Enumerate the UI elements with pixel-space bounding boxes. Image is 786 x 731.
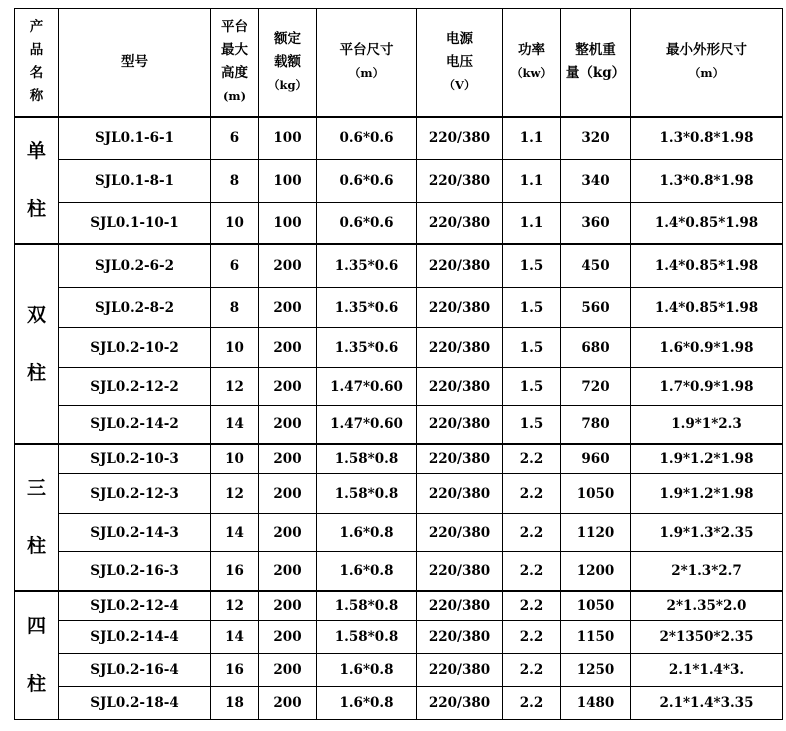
voltage-cell: 220/380 (417, 406, 503, 444)
platform-size-cell: 1.35*0.6 (317, 244, 417, 288)
category-char: 三 (26, 477, 46, 499)
power-cell: 1.1 (503, 203, 561, 244)
voltage-cell: 220/380 (417, 203, 503, 244)
table-row (15, 288, 783, 328)
load-cell: 200 (259, 288, 317, 328)
outer-size-cell: 2*1350*2.35 (631, 621, 783, 654)
height-cell: 16 (211, 552, 259, 591)
outer-size-cell: 2.1*1.4*3. (631, 654, 783, 687)
power-cell: 1.5 (503, 328, 561, 368)
header-outer-size: 最小外形尺寸 （m） (631, 9, 783, 117)
table-row (15, 160, 783, 203)
platform-size-cell: 1.58*0.8 (317, 444, 417, 474)
power-cell: 2.2 (503, 621, 561, 654)
table-row (15, 244, 783, 288)
height-cell: 12 (211, 474, 259, 514)
model-cell: SJL0.2-10-2 (59, 328, 211, 368)
table-row (15, 117, 783, 160)
weight-cell: 450 (561, 244, 631, 288)
height-cell: 10 (211, 444, 259, 474)
weight-cell: 560 (561, 288, 631, 328)
outer-size-cell: 2*1.3*2.7 (631, 552, 783, 591)
category-cell (15, 591, 59, 720)
model-cell: SJL0.2-8-2 (59, 288, 211, 328)
model-cell: SJL0.2-6-2 (59, 244, 211, 288)
outer-size-cell: 1.9*1.2*1.98 (631, 444, 783, 474)
power-cell: 2.2 (503, 654, 561, 687)
outer-size-cell: 1.9*1.3*2.35 (631, 514, 783, 552)
load-cell: 200 (259, 368, 317, 406)
load-cell: 200 (259, 552, 317, 591)
model-cell: SJL0.2-18-4 (59, 687, 211, 720)
model-cell: SJL0.2-14-2 (59, 406, 211, 444)
weight-cell: 360 (561, 203, 631, 244)
height-cell: 14 (211, 406, 259, 444)
platform-size-cell: 1.47*0.60 (317, 406, 417, 444)
model-cell: SJL0.2-16-3 (59, 552, 211, 591)
weight-cell: 1050 (561, 474, 631, 514)
outer-size-cell: 2.1*1.4*3.35 (631, 687, 783, 720)
category-char: 柱 (26, 673, 46, 696)
weight-cell: 1050 (561, 591, 631, 621)
category-char: 四 (26, 615, 46, 638)
load-cell: 200 (259, 406, 317, 444)
voltage-cell: 220/380 (417, 160, 503, 203)
outer-size-cell: 1.6*0.9*1.98 (631, 328, 783, 368)
table-body (15, 117, 783, 720)
power-cell: 1.5 (503, 406, 561, 444)
load-cell: 100 (259, 160, 317, 203)
voltage-cell: 220/380 (417, 621, 503, 654)
load-cell: 200 (259, 514, 317, 552)
height-cell: 14 (211, 621, 259, 654)
header-rated-load: 额定 载额 （kg） (259, 9, 317, 117)
platform-size-cell: 0.6*0.6 (317, 203, 417, 244)
voltage-cell: 220/380 (417, 687, 503, 720)
weight-cell: 320 (561, 117, 631, 160)
outer-size-cell: 1.4*0.85*1.98 (631, 244, 783, 288)
header-model: 型号 (59, 9, 211, 117)
voltage-cell: 220/380 (417, 328, 503, 368)
table-row (15, 328, 783, 368)
load-cell: 200 (259, 244, 317, 288)
load-cell: 200 (259, 474, 317, 514)
power-cell: 2.2 (503, 687, 561, 720)
category-char: 柱 (26, 361, 46, 384)
height-cell: 12 (211, 591, 259, 621)
header-platform-size: 平台尺寸 （m） (317, 9, 417, 117)
platform-size-cell: 1.6*0.8 (317, 654, 417, 687)
platform-size-cell: 1.6*0.8 (317, 552, 417, 591)
platform-size-cell: 0.6*0.6 (317, 117, 417, 160)
power-cell: 1.5 (503, 244, 561, 288)
height-cell: 14 (211, 514, 259, 552)
height-cell: 6 (211, 117, 259, 160)
platform-size-cell: 1.6*0.8 (317, 687, 417, 720)
table-row (15, 654, 783, 687)
weight-cell: 720 (561, 368, 631, 406)
category-cell (15, 244, 59, 444)
platform-size-cell: 1.35*0.6 (317, 288, 417, 328)
power-cell: 1.1 (503, 117, 561, 160)
load-cell: 200 (259, 591, 317, 621)
header-voltage: 电源 电压 （V） (417, 9, 503, 117)
platform-size-cell: 1.58*0.8 (317, 621, 417, 654)
table-row (15, 591, 783, 621)
load-cell: 200 (259, 621, 317, 654)
header-row (15, 9, 783, 117)
platform-size-cell: 1.47*0.60 (317, 368, 417, 406)
table-row (15, 687, 783, 720)
weight-cell: 1120 (561, 514, 631, 552)
voltage-cell: 220/380 (417, 288, 503, 328)
outer-size-cell: 1.4*0.85*1.98 (631, 203, 783, 244)
platform-size-cell: 1.58*0.8 (317, 474, 417, 514)
weight-cell: 1480 (561, 687, 631, 720)
category-char: 柱 (26, 198, 46, 220)
platform-size-cell: 1.6*0.8 (317, 514, 417, 552)
load-cell: 100 (259, 203, 317, 244)
weight-cell: 1150 (561, 621, 631, 654)
voltage-cell: 220/380 (417, 444, 503, 474)
voltage-cell: 220/380 (417, 552, 503, 591)
power-cell: 1.5 (503, 288, 561, 328)
category-char: 单 (26, 140, 46, 162)
model-cell: SJL0.2-12-2 (59, 368, 211, 406)
voltage-cell: 220/380 (417, 514, 503, 552)
outer-size-cell: 1.7*0.9*1.98 (631, 368, 783, 406)
model-cell: SJL0.2-10-3 (59, 444, 211, 474)
height-cell: 12 (211, 368, 259, 406)
power-cell: 2.2 (503, 514, 561, 552)
voltage-cell: 220/380 (417, 474, 503, 514)
table-row (15, 368, 783, 406)
voltage-cell: 220/380 (417, 368, 503, 406)
platform-size-cell: 0.6*0.6 (317, 160, 417, 203)
weight-cell: 340 (561, 160, 631, 203)
header-max-height: 平台 最大 高度 (m) (211, 9, 259, 117)
platform-size-cell: 1.35*0.6 (317, 328, 417, 368)
height-cell: 8 (211, 288, 259, 328)
voltage-cell: 220/380 (417, 654, 503, 687)
power-cell: 1.1 (503, 160, 561, 203)
voltage-cell: 220/380 (417, 117, 503, 160)
table-row (15, 203, 783, 244)
outer-size-cell: 1.4*0.85*1.98 (631, 288, 783, 328)
model-cell: SJL0.2-16-4 (59, 654, 211, 687)
table-row (15, 552, 783, 591)
outer-size-cell: 1.9*1*2.3 (631, 406, 783, 444)
model-cell: SJL0.2-14-4 (59, 621, 211, 654)
load-cell: 200 (259, 328, 317, 368)
load-cell: 200 (259, 444, 317, 474)
outer-size-cell: 1.9*1.2*1.98 (631, 474, 783, 514)
weight-cell: 960 (561, 444, 631, 474)
power-cell: 1.5 (503, 368, 561, 406)
category-cell (15, 444, 59, 591)
table-row (15, 621, 783, 654)
spec-table (14, 8, 783, 720)
height-cell: 8 (211, 160, 259, 203)
height-cell: 18 (211, 687, 259, 720)
weight-cell: 1250 (561, 654, 631, 687)
height-cell: 10 (211, 203, 259, 244)
model-cell: SJL0.2-12-4 (59, 591, 211, 621)
header-product-name: 产 品 名 称 (15, 9, 59, 117)
power-cell: 2.2 (503, 591, 561, 621)
power-cell: 2.2 (503, 444, 561, 474)
model-cell: SJL0.1-6-1 (59, 117, 211, 160)
height-cell: 16 (211, 654, 259, 687)
category-cell (15, 117, 59, 244)
model-cell: SJL0.2-14-3 (59, 514, 211, 552)
load-cell: 200 (259, 687, 317, 720)
header-weight: 整机重 量（kg） (561, 9, 631, 117)
table-row (15, 474, 783, 514)
voltage-cell: 220/380 (417, 591, 503, 621)
header-power: 功率 （kw） (503, 9, 561, 117)
load-cell: 100 (259, 117, 317, 160)
table-row (15, 406, 783, 444)
weight-cell: 780 (561, 406, 631, 444)
model-cell: SJL0.1-10-1 (59, 203, 211, 244)
power-cell: 2.2 (503, 474, 561, 514)
height-cell: 10 (211, 328, 259, 368)
weight-cell: 680 (561, 328, 631, 368)
power-cell: 2.2 (503, 552, 561, 591)
table-row (15, 444, 783, 474)
outer-size-cell: 2*1.35*2.0 (631, 591, 783, 621)
platform-size-cell: 1.58*0.8 (317, 591, 417, 621)
weight-cell: 1200 (561, 552, 631, 591)
table-row (15, 514, 783, 552)
height-cell: 6 (211, 244, 259, 288)
voltage-cell: 220/380 (417, 244, 503, 288)
model-cell: SJL0.2-12-3 (59, 474, 211, 514)
outer-size-cell: 1.3*0.8*1.98 (631, 160, 783, 203)
load-cell: 200 (259, 654, 317, 687)
model-cell: SJL0.1-8-1 (59, 160, 211, 203)
category-char: 双 (26, 303, 46, 326)
outer-size-cell: 1.3*0.8*1.98 (631, 117, 783, 160)
category-char: 柱 (26, 535, 46, 557)
